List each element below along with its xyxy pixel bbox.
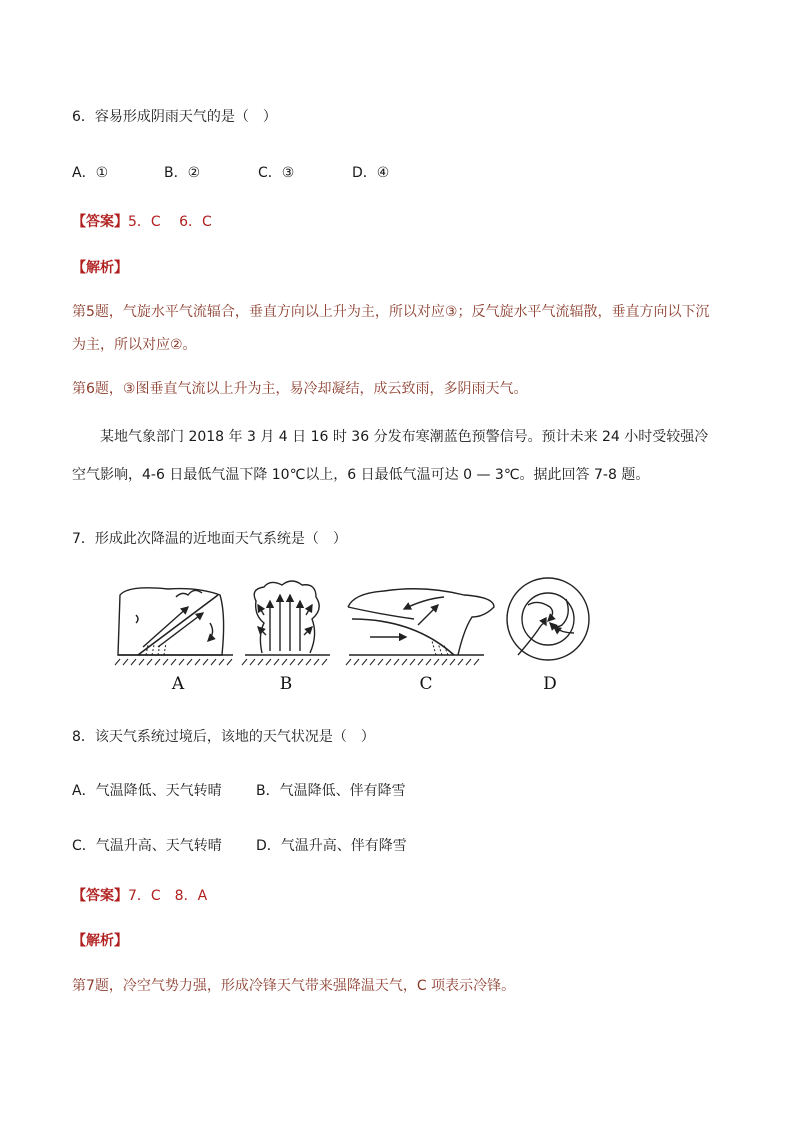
question-6-stem: 6．容易形成阴雨天气的是（ ） bbox=[72, 109, 277, 125]
figure-label-a: A bbox=[171, 674, 185, 694]
figure-label-c: C bbox=[419, 674, 433, 694]
q8-option-c: C．气温升高、天气转晴 bbox=[72, 838, 222, 854]
analysis-5: 第5题，气旋水平气流辐合，垂直方向以上升为主，所以对应③；反气旋水平气流辐散，垂直方向以下沉为主，所以对应②。 bbox=[72, 304, 710, 353]
analysis-6: 第6题，③图垂直气流以上升为主，易冷却凝结，成云致雨，多阴雨天气。 bbox=[72, 381, 528, 397]
panel-c-cold-front bbox=[346, 589, 494, 665]
passage: 某地气象部门 2018 年 3 月 4 日 16 时 36 分发布寒潮蓝色预警信号。预计未来 24 小时受较强冷空气影响，4-6 日最低气温下降 10℃以上，6 日最低气温可达 0 — 3℃。据此回答 7-8 题。 bbox=[72, 429, 709, 483]
weather-system-figure bbox=[108, 575, 608, 700]
figure-label-b: B bbox=[279, 674, 293, 694]
q6-option-a: A．① bbox=[72, 165, 109, 181]
analysis-7: 第7题，冷空气势力强，形成冷锋天气带来强降温天气，C 项表示冷锋。 bbox=[72, 978, 516, 994]
panel-d-cyclone bbox=[507, 578, 589, 660]
answer-tag-2: 【答案】 bbox=[72, 888, 128, 904]
question-7-stem: 7．形成此次降温的近地面天气系统是（ ） bbox=[72, 531, 347, 547]
q6-option-d: D．④ bbox=[352, 165, 390, 181]
q6-option-b: B．② bbox=[164, 165, 201, 181]
analysis-tag-2: 【解析】 bbox=[72, 933, 128, 949]
answer-5-6 bbox=[72, 212, 212, 232]
q8-option-d: D．气温升高、伴有降雪 bbox=[256, 838, 407, 854]
panel-b-convection bbox=[242, 581, 330, 665]
q8-option-b: B．气温降低、伴有降雪 bbox=[256, 783, 406, 799]
figure-label-d: D bbox=[543, 674, 557, 694]
answer-text-2: 7．C 8．A bbox=[128, 888, 208, 904]
analysis-tag: 【解析】 bbox=[72, 260, 128, 276]
answer-tag: 【答案】 bbox=[72, 214, 128, 230]
q8-option-a: A．气温降低、天气转晴 bbox=[72, 783, 222, 799]
question-8-stem: 8．该天气系统过境后，该地的天气状况是（ ） bbox=[72, 729, 375, 745]
panel-a-warm-front bbox=[115, 588, 233, 665]
answer-7-8 bbox=[72, 886, 207, 906]
answer-text: 5．C 6．C bbox=[128, 214, 212, 230]
q6-option-c: C．③ bbox=[258, 165, 295, 181]
